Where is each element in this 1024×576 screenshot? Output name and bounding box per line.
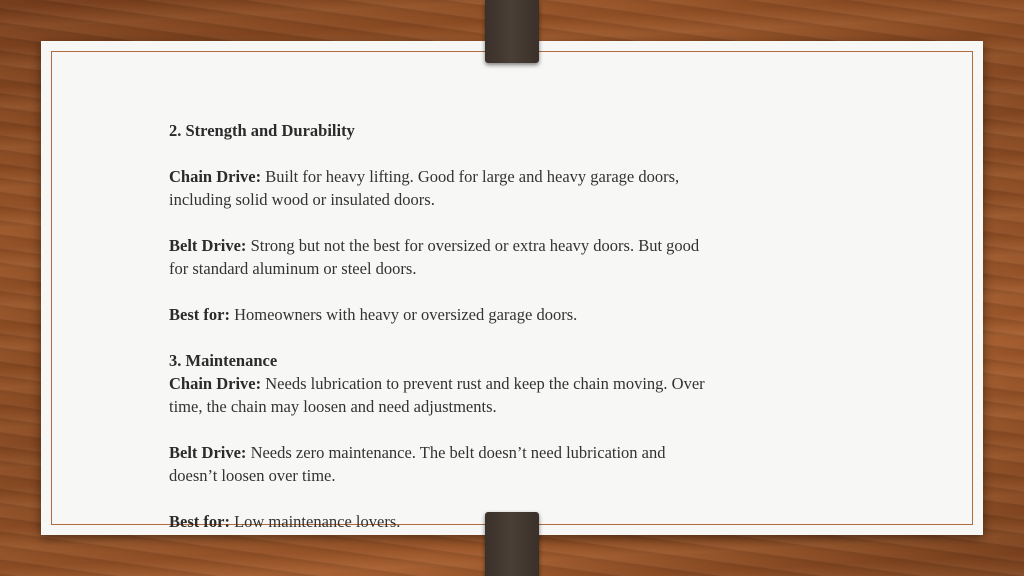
chain-drive-label: Chain Drive:	[169, 167, 262, 186]
belt-drive-label: Belt Drive:	[169, 443, 247, 462]
belt-drive-label: Belt Drive:	[169, 236, 247, 255]
chain-drive-label: Chain Drive:	[169, 374, 262, 393]
section-heading: 2. Strength and Durability	[169, 121, 355, 140]
chain-drive-text: Needs lubrication to prevent rust and keep the chain moving. Over	[261, 374, 705, 393]
belt-drive-text-cont: doesn’t loosen over time.	[169, 466, 336, 485]
belt-drive-text: Strong but not the best for oversized or extra heavy doors. But good	[246, 236, 700, 255]
maintenance-chain-paragraph	[169, 372, 819, 418]
strength-chain-paragraph	[169, 165, 819, 211]
belt-drive-text: Needs zero maintenance. The belt doesn’t need lubrication and	[246, 443, 666, 462]
binder-clip-bottom	[485, 512, 539, 576]
chain-drive-text: Built for heavy lifting. Good for large and heavy garage doors,	[261, 167, 680, 186]
chain-drive-text-cont: time, the chain may loosen and need adjustments.	[169, 397, 497, 416]
best-for-text: Low maintenance lovers.	[229, 512, 401, 531]
best-for-label: Best for:	[169, 305, 230, 324]
chain-drive-text-cont: including solid wood or insulated doors.	[169, 190, 435, 209]
maintenance-heading	[169, 349, 819, 372]
maintenance-belt-paragraph	[169, 441, 819, 487]
section-heading: 3. Maintenance	[169, 351, 278, 370]
slide-card	[41, 41, 983, 535]
best-for-label: Best for:	[169, 512, 230, 531]
strength-belt-paragraph	[169, 234, 819, 280]
strength-best-for	[169, 303, 819, 326]
strength-heading	[169, 119, 819, 142]
slide-content	[169, 119, 819, 533]
binder-clip-top	[485, 0, 539, 63]
best-for-text: Homeowners with heavy or oversized garage doors.	[229, 305, 578, 324]
belt-drive-text-cont: for standard aluminum or steel doors.	[169, 259, 417, 278]
